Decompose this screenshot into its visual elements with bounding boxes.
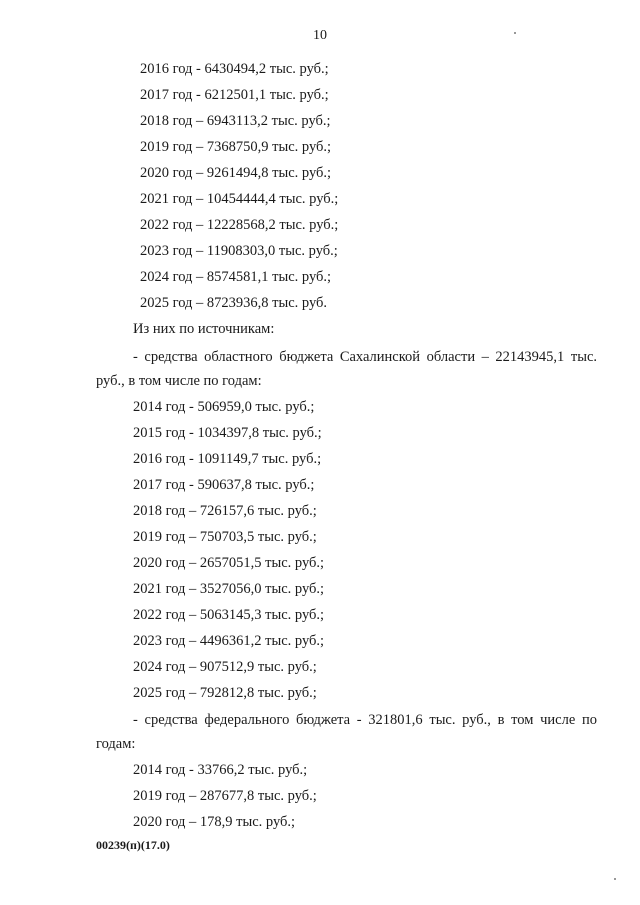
sources-intro: Из них по источникам: [133,321,275,337]
regional-budget-line-cont: руб., в том числе по годам: [96,373,262,389]
federal-year-line: 2019 год – 287677,8 тыс. руб.; [133,788,317,804]
regional-year-line: 2020 год – 2657051,5 тыс. руб.; [133,555,325,571]
funding-year-line: 2019 год – 7368750,9 тыс. руб.; [140,139,332,155]
regional-budget-line: - средства областного бюджета Сахалинской области – 22143945,1 тыс. [133,349,597,365]
federal-budget-line-cont: годам: [96,736,136,752]
regional-year-line: 2022 год – 5063145,3 тыс. руб.; [133,607,325,623]
regional-year-line: 2021 год – 3527056,0 тыс. руб.; [133,581,325,597]
federal-budget-line: - средства федерального бюджета - 321801,6 тыс. руб., в том числе по [133,712,597,728]
funding-year-line: 2016 год - 6430494,2 тыс. руб.; [140,61,329,77]
regional-year-line: 2024 год – 907512,9 тыс. руб.; [133,659,317,675]
page-number: 10 [313,28,327,43]
regional-year-line: 2014 год - 506959,0 тыс. руб.; [133,399,315,415]
funding-year-line: 2018 год – 6943113,2 тыс. руб.; [140,113,331,129]
funding-year-line: 2021 год – 10454444,4 тыс. руб.; [140,191,339,207]
funding-year-line: 2025 год – 8723936,8 тыс. руб. [140,295,328,311]
regional-year-line: 2018 год – 726157,6 тыс. руб.; [133,503,317,519]
funding-year-line: 2022 год – 12228568,2 тыс. руб.; [140,217,339,233]
document-code: 00239(п)(17.0) [96,838,170,852]
regional-year-line: 2023 год – 4496361,2 тыс. руб.; [133,633,325,649]
regional-year-line: 2016 год - 1091149,7 тыс. руб.; [133,451,322,467]
regional-year-line: 2019 год – 750703,5 тыс. руб.; [133,529,317,545]
federal-year-line: 2020 год – 178,9 тыс. руб.; [133,814,296,830]
scan-speck [514,32,516,34]
funding-year-line: 2024 год – 8574581,1 тыс. руб.; [140,269,332,285]
federal-year-line: 2014 год - 33766,2 тыс. руб.; [133,762,308,778]
funding-year-line: 2017 год - 6212501,1 тыс. руб.; [140,87,329,103]
regional-year-line: 2015 год - 1034397,8 тыс. руб.; [133,425,322,441]
funding-year-line: 2020 год – 9261494,8 тыс. руб.; [140,165,332,181]
regional-year-line: 2025 год – 792812,8 тыс. руб.; [133,685,317,701]
regional-year-line: 2017 год - 590637,8 тыс. руб.; [133,477,315,493]
scan-speck [614,878,616,880]
funding-year-line: 2023 год – 11908303,0 тыс. руб.; [140,243,338,259]
